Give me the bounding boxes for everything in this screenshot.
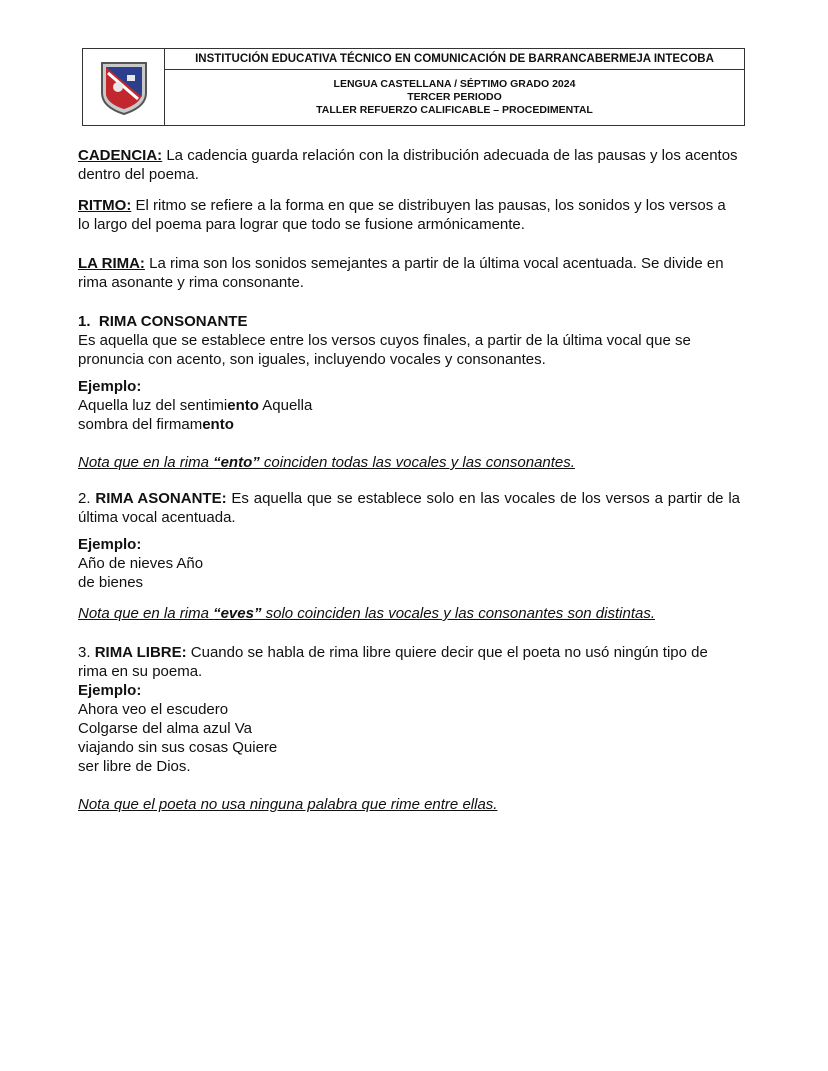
consonante-example-label: Ejemplo:: [78, 378, 142, 395]
header-info: [165, 49, 744, 125]
cadencia-paragraph: [78, 146, 740, 184]
consonante-title: RIMA CONSONANTE: [98, 313, 248, 330]
libre-title: RIMA LIBRE:: [94, 644, 187, 661]
verse-text: Aquella luz del sentimi: [78, 397, 228, 414]
consonante-verse-1: [78, 396, 740, 415]
verse-text: Aquella: [258, 397, 313, 414]
consonante-number: 1.: [78, 313, 91, 330]
libre-number: 3.: [78, 644, 91, 661]
asonante-number: 2.: [78, 490, 91, 507]
cadencia-text: La cadencia guarda relación con la distribución adecuada de las pausas y los acentos dentro del poema.: [78, 147, 738, 183]
ritmo-paragraph: [78, 196, 740, 234]
asonante-title: RIMA ASONANTE:: [95, 490, 227, 507]
workshop-line: TALLER REFUERZO CALIFICABLE – PROCEDIMENTAL: [316, 104, 593, 116]
asonante-paragraph: [78, 489, 740, 527]
period-line: TERCER PERIODO: [407, 91, 502, 103]
libre-paragraph: [78, 643, 740, 681]
rhyme-ending: ento: [227, 397, 259, 414]
libre-verse-1: Ahora veo el escudero: [78, 701, 229, 718]
asonante-text: Es aquella que se establece solo en las vocales de los versos a partir de la última vocal acentuada.: [78, 490, 741, 526]
libre-note: Nota que el poeta no usa ninguna palabra que rime entre ellas.: [78, 796, 498, 813]
document-header: [82, 48, 745, 126]
consonante-text: Es aquella que se establece entre los versos cuyos finales, a partir de la última vocal que se pronuncia con acento, son iguales, incluyendo vocales y consonantes.: [78, 332, 691, 368]
rima-text: La rima son los sonidos semejantes a partir de la última vocal acentuada. Se divide en rima asonante y rima consonante.: [78, 255, 724, 291]
libre-verse-2: Colgarse del alma azul Va: [78, 720, 252, 737]
libre-example-label: Ejemplo:: [78, 682, 142, 699]
asonante-verse-1: Año de nieves Año: [78, 555, 204, 572]
cadencia-term: CADENCIA:: [78, 147, 163, 164]
consonante-verse-2: [78, 415, 740, 434]
note-text: coinciden todas las vocales y las consonantes.: [259, 454, 575, 471]
verse-text: sombra del firmam: [78, 416, 203, 433]
asonante-note: [78, 604, 740, 623]
consonante-note: [78, 453, 740, 472]
note-highlight: “ento”: [213, 454, 260, 471]
libre-text: Cuando se habla de rima libre quiere decir que el poeta no usó ningún tipo de rima en su poema.: [78, 644, 708, 680]
note-text: solo coinciden las vocales y las consonantes son distintas.: [261, 605, 656, 622]
libre-verse-4: ser libre de Dios.: [78, 758, 191, 775]
ritmo-term: RITMO:: [78, 197, 132, 214]
header-subtitles: [165, 70, 744, 125]
consonante-heading: [78, 312, 740, 331]
libre-verse-3: viajando sin sus cosas Quiere: [78, 739, 278, 756]
note-text: Nota que en la rima: [78, 605, 214, 622]
subject-line: LENGUA CASTELLANA / SÉPTIMO GRADO 2024: [333, 78, 576, 90]
asonante-verse-2: de bienes: [78, 574, 144, 591]
note-highlight: “eves”: [213, 605, 262, 622]
rima-term: LA RIMA:: [78, 255, 145, 272]
asonante-example-label: Ejemplo:: [78, 536, 142, 553]
ritmo-text: El ritmo se refiere a la forma en que se distribuyen las pausas, los sonidos y los versos a lo largo del poema para lograr que todo se fusione armónicamente.: [78, 197, 726, 233]
note-text: Nota que en la rima: [78, 454, 214, 471]
rima-paragraph: [78, 254, 740, 292]
school-crest-icon: [94, 57, 154, 117]
rhyme-ending: ento: [202, 416, 234, 433]
logo-cell: [83, 49, 165, 125]
institution-name: INSTITUCIÓN EDUCATIVA TÉCNICO EN COMUNICACIÓN DE BARRANCABERMEJA INTECOBA: [165, 49, 744, 70]
document-body: [78, 146, 740, 814]
